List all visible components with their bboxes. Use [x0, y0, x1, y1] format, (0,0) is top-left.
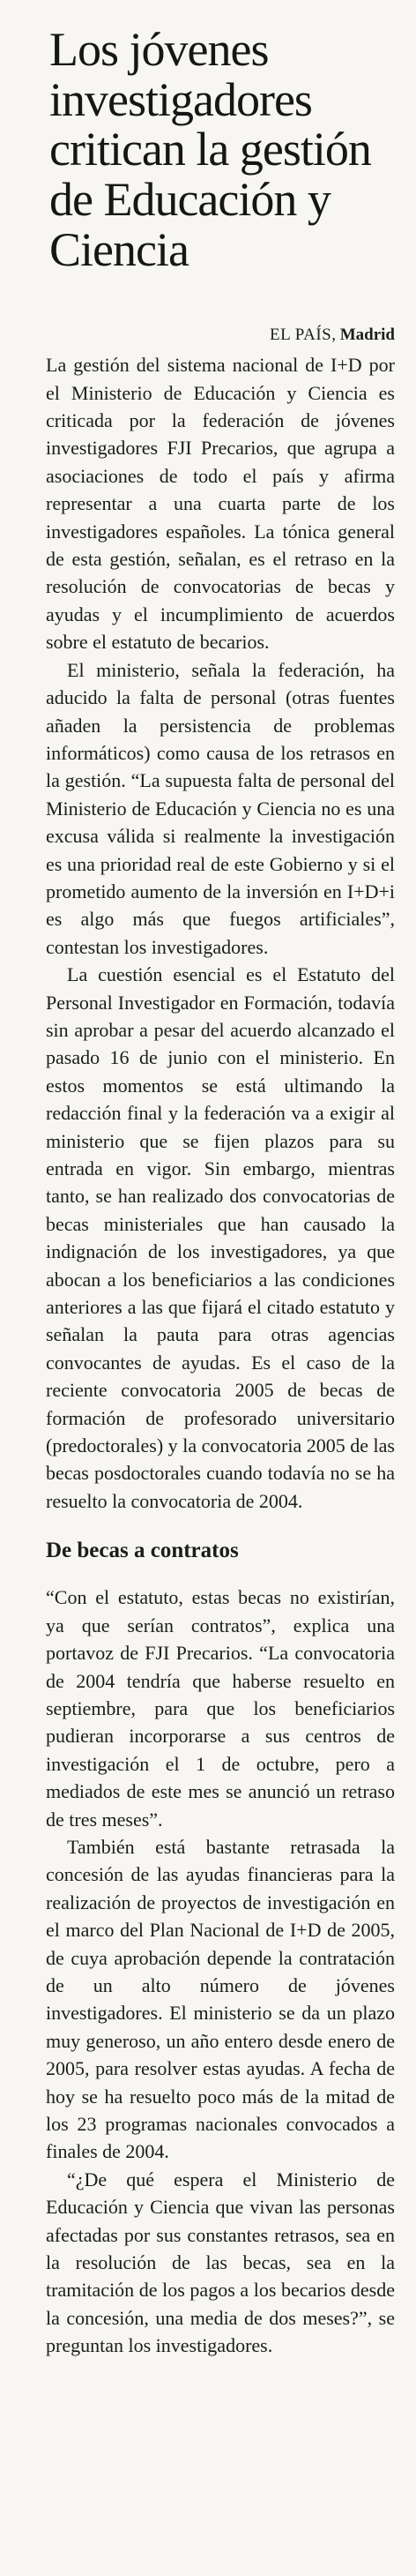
- paragraph: También está bastante retrasada la concesión de las ayudas financieras para la realización de proyectos de investigación en el marco del Plan Nacional de I+D de 2005, de cuya aprobación depende la contratación de un alto número de jóvenes investigadores. El ministerio se da un plazo muy generoso, un año entero desde enero de 2005, para resolver estas ayudas. A fecha de hoy se ha resuelto poco más de la mitad de los 23 programas nacionales convocados a finales de 2004.: [46, 1835, 395, 2163]
- paragraph: La gestión del sistema nacional de I+D por el Ministerio de Educación y Ciencia es criticada por la federación de jóvenes investigadores FJI Precarios, que agrupa a asociaciones de todo el país y afirma representar a una cuarta parte de los investigadores españoles. La tónica general de esta gestión, señalan, es el retraso en la resolución de convocatorias de becas y ayudas y el incumplimiento de acuerdos sobre el estatuto de becarios.: [46, 354, 395, 654]
- paragraph: La cuestión esencial es el Estatuto del Personal Investigador en Formación, todavía sin aprobar a pesar del acuerdo alcanzado el pasado 16 de junio con el ministerio. En estos momentos se está ultimando la redacción final y la federación va a exigir al ministerio que se fijen plazos para su entrada en vigor. Sin embargo, mientras tanto, se han realizado dos convocatorias de becas ministeriales que han causado la indignación de los investigadores, ya que abocan a los beneficiarios a las condiciones anteriores a las que fijará el citado estatuto y señalan la pauta para otras agencias convocantes de ayudas. Es el caso de la reciente convocatoria 2005 de becas de formación de profesorado universitario (predoctorales) y la convocatoria 2005 de las becas posdoctorales cuando todavía no se ha resuelto la convocatoria de 2004.: [46, 963, 395, 1512]
- byline-agency: EL PAÍS: [270, 326, 332, 345]
- article-body: [46, 351, 395, 2359]
- paragraph: “¿De qué espera el Ministerio de Educación y Ciencia que vivan las personas afectadas por sus constantes retrasos, sea en la resolución de las becas, sea en la tramitación de los pagos a los becarios desde la concesión, una media de dos meses?”, se preguntan los investigadores.: [46, 2168, 395, 2357]
- subheading: De becas a contratos: [46, 1539, 239, 1563]
- byline: EL PAÍS, Madrid: [270, 326, 395, 345]
- byline-city: Madrid: [339, 326, 395, 345]
- headline: Los jóvenes investigadores critican la gestión de Educación y Ciencia: [49, 23, 371, 276]
- paragraph: “Con el estatuto, estas becas no existirían, ya que serían contratos”, explica una portavoz de FJI Precarios. “La convocatoria de 2004 tendría que haberse resuelto en septiembre, para que los beneficiarios pudieran incorporarse a sus centros de investigación el 1 de octubre, pero a mediados de este mes se anunció un retraso de tres meses”.: [46, 1586, 395, 1831]
- paragraph: El ministerio, señala la federación, ha aducido la falta de personal (otras fuentes añaden la persistencia de problemas informáticos) como causa de los retrasos en la gestión. “La supuesta falta de personal del Ministerio de Educación y Ciencia no es una excusa válida si realmente la investigación es una prioridad real de este Gobierno y si el prometido aumento de la inversión en I+D+i es algo más que fuegos artificiales”, contestan los investigadores.: [46, 658, 395, 958]
